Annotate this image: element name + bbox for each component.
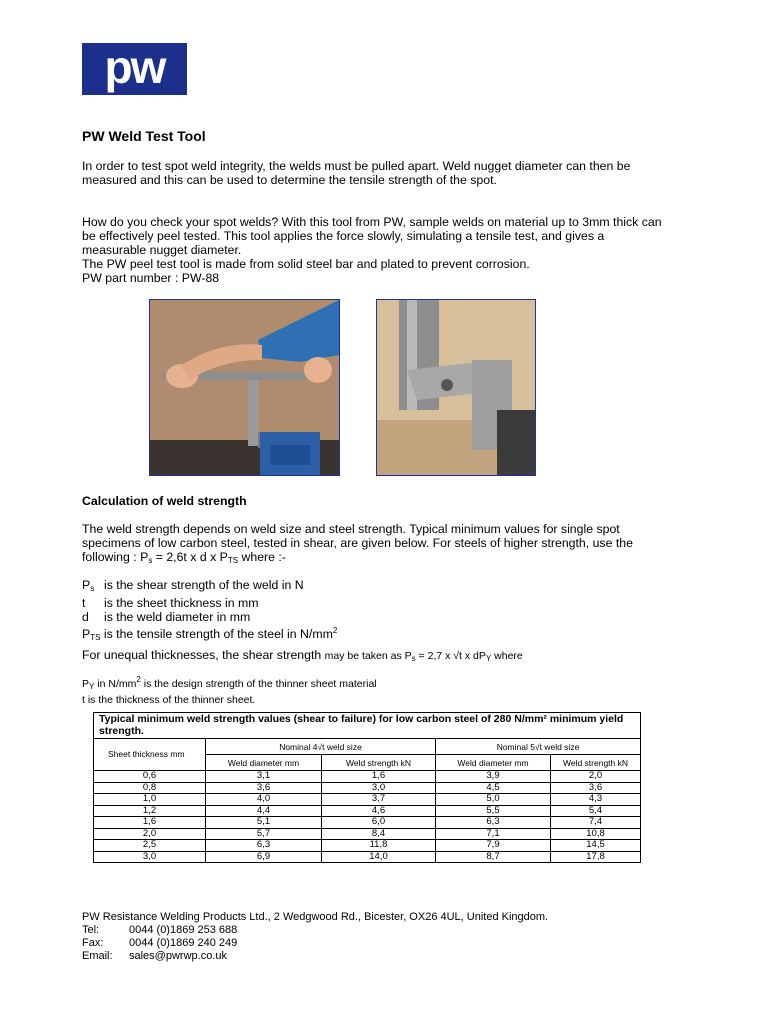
- col-sheet-thickness: Sheet thickness mm: [94, 739, 206, 771]
- formula: $P_s = 2,6t$ x d x $P_{TS}$ where :-: [140, 550, 286, 565]
- table-cell: 1,6: [322, 771, 436, 783]
- table-cell: 5,7: [206, 828, 322, 840]
- table-row: [94, 794, 641, 806]
- weld-strength-table: [93, 712, 641, 863]
- def-row: d is the weld diameter in mm: [82, 610, 251, 624]
- col-group-4: Nominal 4√t weld size: [206, 739, 436, 755]
- table-cell: 2,5: [94, 840, 206, 852]
- table-cell: 14,5: [551, 840, 641, 852]
- table-row: [94, 840, 641, 852]
- table-cell: 6,9: [206, 851, 322, 863]
- table-cell: 1,6: [94, 817, 206, 829]
- table-cell: 7,9: [436, 840, 551, 852]
- calculation-heading: Calculation of weld strength: [82, 494, 247, 508]
- def-row: $P_s$ is the shear strength of the weld in N: [82, 578, 304, 593]
- table-caption: Typical minimum weld strength values (shear to failure) for low carbon steel of 280 N/mm² minimum yield strength.: [94, 713, 641, 739]
- table-cell: 3,1: [206, 771, 322, 783]
- footer: [82, 911, 548, 963]
- fax-value: 0044 (0)1869 240 249: [129, 937, 238, 949]
- design-strength-note: $P_Y$ in $N/mm^2$ is the design strength of the thinner sheet material t is the thickness of the thinner sheet.: [82, 675, 377, 706]
- company-logo: [82, 43, 187, 95]
- table-cell: 17,8: [551, 851, 641, 863]
- table-row: [94, 851, 641, 863]
- col-weld-strength: Weld strength kN: [322, 755, 436, 771]
- table-cell: 3,6: [206, 782, 322, 794]
- part-number: PW part number : PW-88: [82, 271, 220, 285]
- table-row: [94, 828, 641, 840]
- unequal-thickness-note: For unequal thicknesses, the shear strength may be taken as $P_s = 2,7$ x √t x $dP_Y$ where: [82, 648, 523, 663]
- how-paragraph: How do you check your spot welds? With this tool from PW, sample welds on material up to 3mm thick can be effectively peel tested. This tool applies the force slowly, simulating a tensile test, and gives a measurable nugget diameter.: [82, 215, 662, 257]
- intro-paragraph: In order to test spot weld integrity, the welds must be pulled apart. Weld nugget diameter can then be measured and this can be used to determine the tensile strength of the spot.: [82, 159, 631, 187]
- table-cell: 2,0: [551, 771, 641, 783]
- table-cell: 7,4: [551, 817, 641, 829]
- symbol-definitions: [82, 578, 337, 645]
- col-weld-diameter: Weld diameter mm: [436, 755, 551, 771]
- table-cell: 10,8: [551, 828, 641, 840]
- table-cell: 3,7: [322, 794, 436, 806]
- tel-value: 0044 (0)1869 253 688: [129, 924, 238, 936]
- table-cell: 4,0: [206, 794, 322, 806]
- table-cell: 4,6: [322, 805, 436, 817]
- table-cell: 5,5: [436, 805, 551, 817]
- def-row: $P_{TS}$ is the tensile strength of the steel in $N/mm^2$: [82, 626, 338, 642]
- logo-text: pw: [104, 41, 165, 93]
- def-row: t is the sheet thickness in mm: [82, 596, 259, 610]
- tel-label: Tel:: [82, 924, 100, 936]
- table-cell: 7,1: [436, 828, 551, 840]
- table-cell: 5,0: [436, 794, 551, 806]
- table-cell: 1,0: [94, 794, 206, 806]
- email-link[interactable]: sales@pwrwp.co.uk: [129, 950, 227, 962]
- table-cell: 14,0: [322, 851, 436, 863]
- calculation-paragraph: [82, 522, 662, 568]
- email-label: Email:: [82, 950, 113, 962]
- fax-label: Fax:: [82, 937, 104, 949]
- table-cell: 3,9: [436, 771, 551, 783]
- tool-closeup-photo: [376, 299, 536, 476]
- material-text: The PW peel test tool is made from solid steel bar and plated to prevent corrosion.: [82, 257, 530, 271]
- table-cell: 4,3: [551, 794, 641, 806]
- table-cell: 6,0: [322, 817, 436, 829]
- table-row: [94, 817, 641, 829]
- table-cell: 4,4: [206, 805, 322, 817]
- table-row: [94, 805, 641, 817]
- table-cell: 6,3: [436, 817, 551, 829]
- table-cell: 3,0: [94, 851, 206, 863]
- calculation-intro: The weld strength depends on weld size and steel strength. Typical minimum values for single spot specimens of low carbon steel, tested in shear, are given below. For steels of higher strength, use the following :: [82, 522, 633, 564]
- table-cell: 8,7: [436, 851, 551, 863]
- table-cell: 0,8: [94, 782, 206, 794]
- table-row: [94, 771, 641, 783]
- page-title: PW Weld Test Tool: [82, 128, 206, 144]
- table-cell: 4,5: [436, 782, 551, 794]
- table-cell: 3,6: [551, 782, 641, 794]
- material-paragraph: [82, 257, 662, 285]
- company-address: PW Resistance Welding Products Ltd., 2 Wedgwood Rd., Bicester, OX26 4UL, United Kingdom.: [82, 911, 549, 923]
- table-cell: 1,2: [94, 805, 206, 817]
- col-weld-strength: Weld strength kN: [551, 755, 641, 771]
- table-cell: 6,3: [206, 840, 322, 852]
- table-row: [94, 782, 641, 794]
- table-cell: 5,4: [551, 805, 641, 817]
- table-cell: 8,4: [322, 828, 436, 840]
- table-cell: 11,8: [322, 840, 436, 852]
- table-cell: 0,6: [94, 771, 206, 783]
- table-cell: 3,0: [322, 782, 436, 794]
- col-weld-diameter: Weld diameter mm: [206, 755, 322, 771]
- table-cell: 5,1: [206, 817, 322, 829]
- col-group-5: Nominal 5√t weld size: [436, 739, 641, 755]
- table-cell: 2,0: [94, 828, 206, 840]
- tool-in-use-photo: [149, 299, 340, 476]
